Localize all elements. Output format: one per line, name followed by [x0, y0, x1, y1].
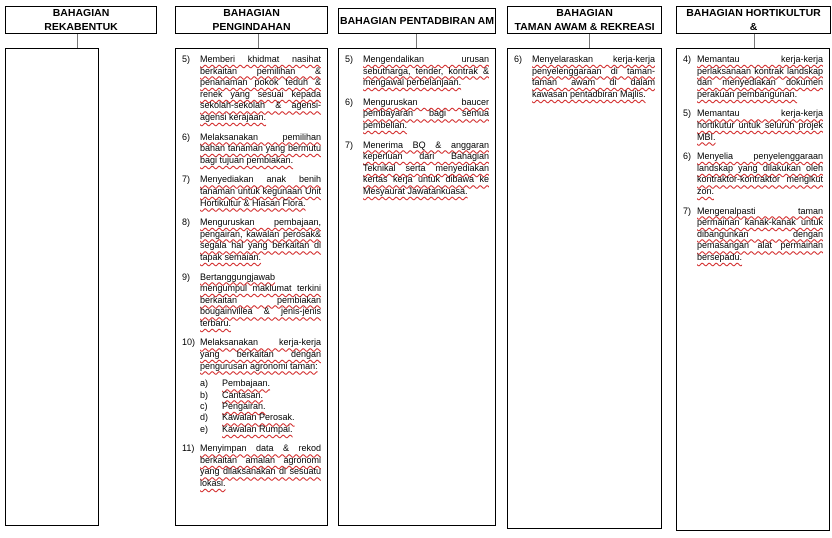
- duty-body: [363, 140, 489, 198]
- duty-body: [363, 97, 489, 132]
- sub-item: [200, 378, 321, 389]
- duty-item: [345, 54, 489, 89]
- header-line: BAHAGIAN: [556, 7, 613, 19]
- header-line: TAMAN AWAM & REKREASI: [514, 21, 655, 33]
- duty-number: 5): [683, 108, 692, 119]
- sub-item-text: Pengairan.: [222, 401, 266, 412]
- sub-item: [200, 412, 321, 423]
- duty-item: [683, 206, 823, 264]
- duty-number: 6): [683, 151, 692, 162]
- duty-number: 7): [182, 174, 191, 185]
- duties-box-pentadbiran-am: [338, 48, 496, 526]
- duty-number: 7): [345, 139, 354, 150]
- sub-item-text: Kawalan Perosak.: [222, 412, 295, 423]
- duty-body: [200, 132, 321, 167]
- duty-text: Bertanggungjawab mengumpul maklumat terkini berkaitan pembiakan bougainvillea & jenis-jenis terbaru.: [200, 271, 321, 328]
- sub-item-letter: c): [200, 401, 208, 412]
- duty-body: [697, 108, 823, 143]
- duty-body: [697, 151, 823, 197]
- duty-item: [514, 54, 655, 100]
- duty-number: 7): [683, 205, 692, 216]
- sub-item-text: Kawalan Rumpai.: [222, 423, 293, 434]
- header-line: BAHAGIAN: [223, 7, 280, 19]
- connector-line: [77, 34, 78, 48]
- duty-text: Menguruskan pembajaan, pengairan, kawalan perosak& segala hal yang berkaitan di tapak semaian.: [200, 217, 321, 262]
- duty-body: [200, 443, 321, 489]
- duties-box-taman-awam-rekreasi: [507, 48, 662, 529]
- sub-item-letter: e): [200, 423, 209, 434]
- duty-body: [200, 54, 321, 124]
- duty-number: 11): [182, 443, 195, 454]
- header-line: BAHAGIAN HORTIKULTUR: [686, 7, 821, 19]
- duty-item: [182, 54, 321, 124]
- duty-item: [182, 132, 321, 167]
- header-line: BAHAGIAN PENTADBIRAN AM: [340, 15, 494, 27]
- duty-item: [182, 337, 321, 435]
- header-line: &: [749, 21, 758, 33]
- duty-number: 5): [182, 54, 191, 64]
- duty-text: Mengendalikan urusan sebutharga, tender, kontrak & mengawal perbelanjaan.: [363, 54, 489, 88]
- connector-line: [589, 34, 590, 48]
- duty-text: Menyediakan anak benih tanaman untuk kegunaan Unit Hortikultur & Hiasan Flora.: [200, 174, 321, 208]
- duty-item: [182, 217, 321, 263]
- duty-item: [345, 97, 489, 132]
- duty-item: [182, 174, 321, 209]
- duty-text: Melaksanakan pemilihan bahan tanaman yang bermutu bagi tujuan pembiakan.: [200, 131, 321, 165]
- header-line: BAHAGIAN: [52, 7, 110, 19]
- duty-body: [200, 337, 321, 435]
- duty-number: 8): [182, 217, 191, 228]
- sub-item: [200, 424, 321, 435]
- duty-body: [200, 174, 321, 209]
- duty-item: [683, 151, 823, 197]
- duties-box-hortikultur: [676, 48, 830, 531]
- header-pengindahan: [175, 6, 328, 34]
- duty-item: [683, 54, 823, 100]
- duty-number: 4): [683, 54, 692, 64]
- duty-body: [532, 54, 655, 100]
- duty-text: Menyimpan data & rekod berkaitan amalan agronomi yang dilaksanakan di sesuatu lokasi.: [200, 443, 321, 489]
- duty-body: [200, 272, 321, 330]
- sub-item-list: [200, 378, 321, 435]
- sub-item-letter: d): [200, 412, 209, 423]
- duty-text: Melaksanakan kerja-kerja yang berkaitan dengan pengurusan agronomi taman:: [200, 337, 321, 371]
- connector-line: [258, 34, 259, 48]
- sub-item: [200, 390, 321, 401]
- duty-number: 6): [345, 96, 354, 107]
- duty-number: 9): [182, 271, 191, 282]
- header-rekabentuk: [5, 6, 157, 34]
- sub-item-text: Cantasan.: [222, 389, 264, 400]
- header-taman-awam-rekreasi: [507, 6, 662, 34]
- connector-line: [754, 34, 755, 48]
- duty-number: 6): [182, 131, 191, 142]
- header-pentadbiran-am: [338, 8, 496, 34]
- duty-number: 6): [514, 54, 523, 64]
- duty-item: [182, 443, 321, 489]
- duty-text: Memantau kerja-kerja hortikutur untuk seluruh projek MBI.: [697, 108, 823, 142]
- header-line: REKABENTUK: [44, 21, 118, 33]
- sub-item: [200, 401, 321, 412]
- duty-text: Mengenalpasti taman permainan kanak-kanak untuk dibangunkan dengan pemasangan alat permainan bersepadu.: [697, 205, 823, 262]
- duty-item: [182, 272, 321, 330]
- duty-text: Memberi khidmat nasihat berkaitan pemilihan & penanaman pokok teduh & renek yang sesuai kepada sekolah-sekolah & agensi-agensi kerajaan.: [200, 54, 321, 122]
- duty-text: Menguruskan baucer pembayaran bagi semua pembelian.: [363, 96, 489, 130]
- duties-box-pengindahan: [175, 48, 328, 526]
- connector-line: [416, 34, 417, 48]
- sub-item-letter: b): [200, 389, 209, 400]
- duty-text: Menerima BQ & anggaran keperluan dari Bahagian Teknikal serta menyediakan kertas kerja untuk dibawa ke Mesyaurat Jawatankuasa.: [363, 139, 489, 196]
- sub-item-text: Pembajaan.: [222, 378, 271, 389]
- header-line: PENGINDAHAN: [212, 21, 291, 33]
- duty-body: [697, 54, 823, 100]
- duty-text: Menyelaraskan kerja-kerja penyelenggaraan di taman-taman awam di dalam kawasan pentadbiran Majlis.: [532, 54, 655, 99]
- duty-item: [345, 140, 489, 198]
- duty-body: [363, 54, 489, 89]
- duty-number: 10): [182, 337, 196, 348]
- header-hortikultur: [676, 6, 831, 34]
- duty-text: Menyelia penyelenggaraan landskap yang dilakukan oleh kontraktor-kontraktor mengikut zon.: [697, 151, 823, 196]
- duty-body: [200, 217, 321, 263]
- duty-body: [697, 206, 823, 264]
- sub-item-letter: a): [200, 378, 209, 389]
- duty-number: 5): [345, 54, 354, 64]
- duties-box-rekabentuk: [5, 48, 99, 526]
- duty-text: Memantau kerja-kerja perlaksanaan kontrak landskap dan menyediakan dokumen perakuan pembangunan.: [697, 54, 823, 99]
- duty-item: [683, 108, 823, 143]
